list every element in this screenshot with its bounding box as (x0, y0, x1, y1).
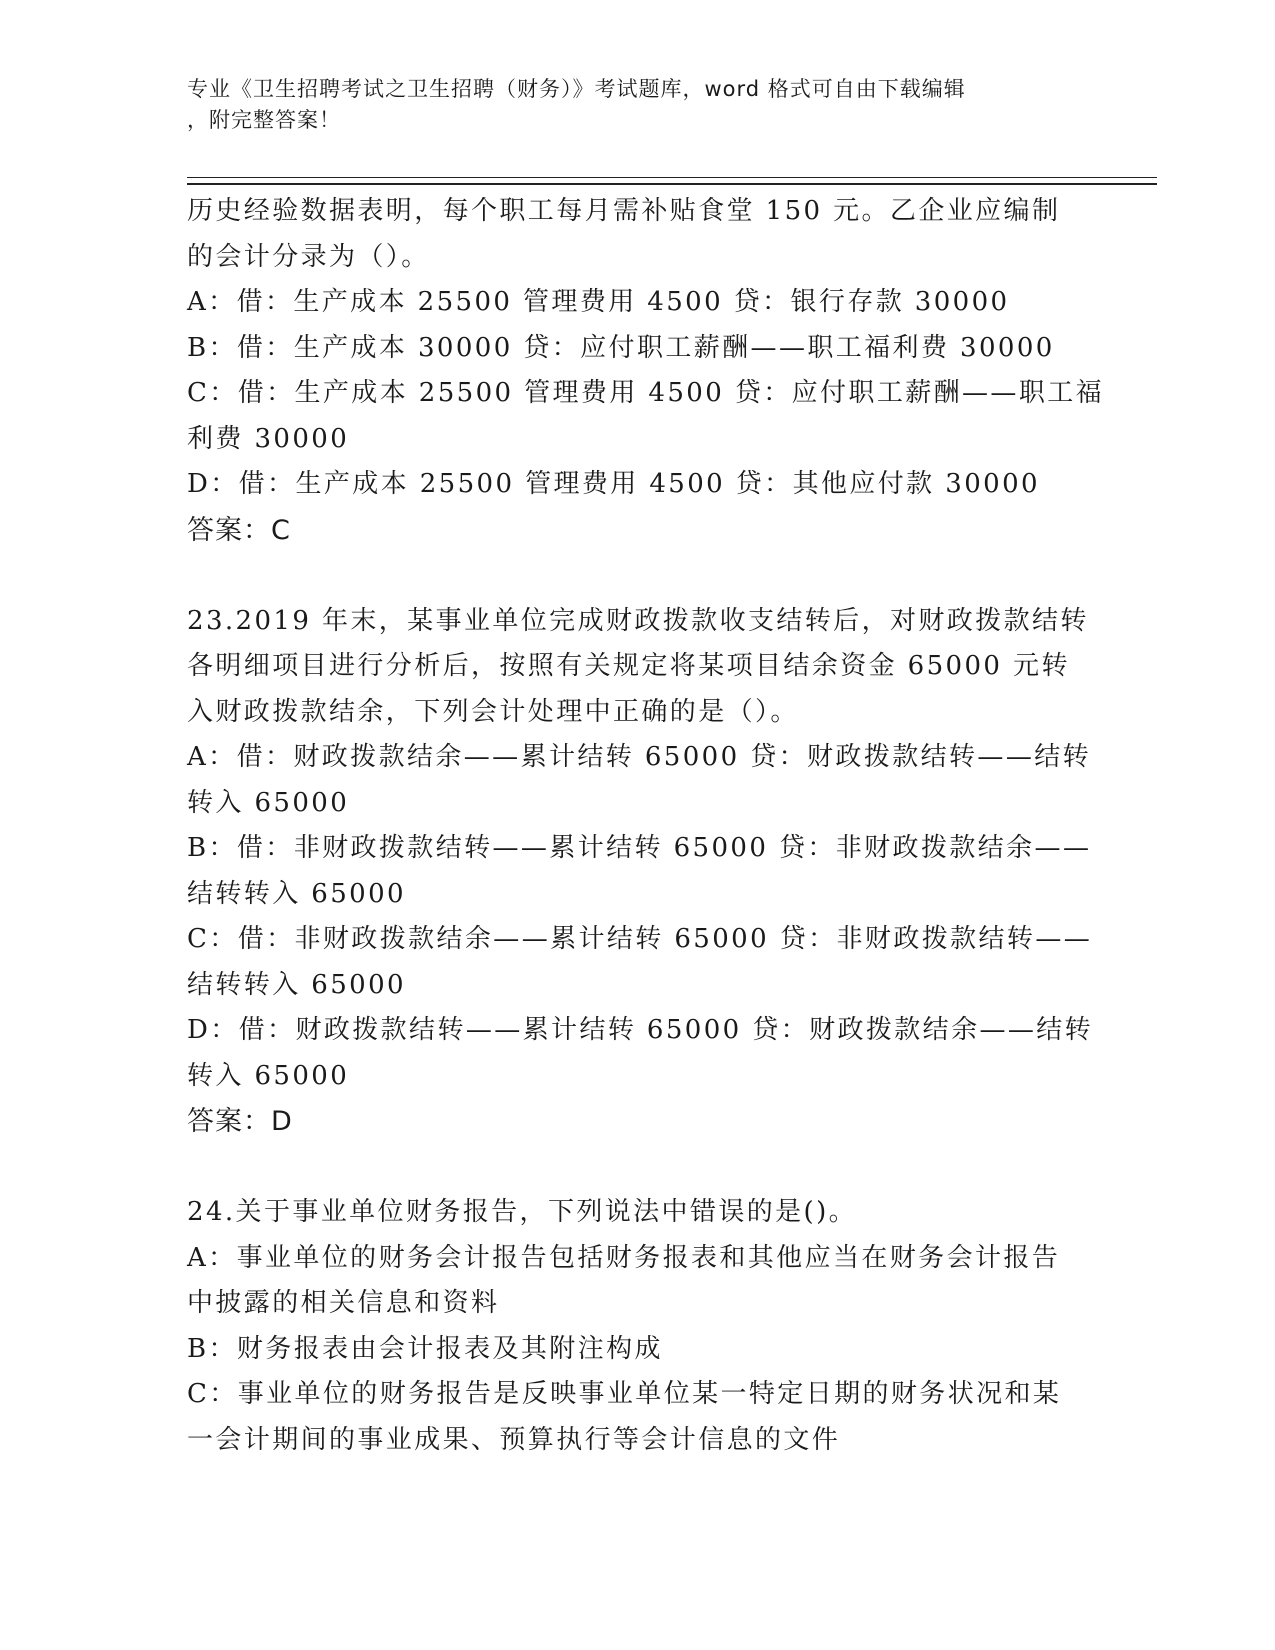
header-line-1: 专业《卫生招聘考试之卫生招聘（财务）》考试题库，word 格式可自由下载编辑 (187, 77, 966, 101)
question-stem: 24.关于事业单位财务报告，下列说法中错误的是()。 (187, 1197, 858, 1227)
option-d-continued: 转入 65000 (187, 1060, 350, 1091)
option-b: B：财务报表由会计报表及其附注构成 (187, 1333, 663, 1364)
spacer (187, 1145, 1087, 1191)
question-stem: 历史经验数据表明，每个职工每月需补贴食堂 150 元。乙企业应编制 (187, 196, 1061, 226)
option-b-continued: 结转转入 65000 (187, 878, 406, 909)
header-divider-thick (187, 183, 1157, 185)
question-22 (187, 189, 1105, 553)
option-a-continued: 中披露的相关信息和资料 (187, 1288, 500, 1318)
option-c-continued: 结转转入 65000 (187, 969, 406, 1000)
answer: 答案：C (187, 514, 291, 546)
header-line-2: ，附完整答案！ (187, 108, 341, 132)
question-24 (187, 1190, 1087, 1463)
option-c-continued: 利费 30000 (187, 423, 350, 454)
option-c: C：借：非财政拨款结余——累计结转 65000 贷：非财政拨款结转—— (187, 924, 1093, 954)
answer: 答案：D (187, 1106, 293, 1137)
option-b: B：借：生产成本 30000 贷：应付职工薪酬——职工福利费 30000 (187, 332, 1055, 363)
document-header (187, 74, 1087, 136)
option-a: A：借：财政拨款结余——累计结转 65000 贷：财政拨款结转——结转 (187, 742, 1092, 772)
question-stem: 23.2019 年末，某事业单位完成财政拨款收支结转后，对财政拨款结转 (187, 605, 1089, 636)
question-stem: 各明细项目进行分析后，按照有关规定将某项目结余资金 65000 元转 (187, 651, 1070, 681)
option-c: C：借：生产成本 25500 管理费用 4500 贷：应付职工薪酬——职工福 (187, 378, 1105, 408)
option-d: D：借：生产成本 25500 管理费用 4500 贷：其他应付款 30000 (187, 469, 1040, 499)
document-body (187, 189, 1105, 1463)
question-stem: 入财政拨款结余，下列会计处理中正确的是（）。 (187, 696, 799, 727)
option-a: A：事业单位的财务会计报告包括财务报表和其他应当在财务会计报告 (187, 1242, 1061, 1273)
question-stem: 的会计分录为（）。 (187, 241, 430, 272)
header-divider-thin (187, 177, 1157, 178)
option-a: A：借：生产成本 25500 管理费用 4500 贷：银行存款 30000 (187, 287, 1010, 317)
option-c-continued: 一会计期间的事业成果、预算执行等会计信息的文件 (187, 1424, 841, 1455)
question-23 (187, 599, 1094, 1145)
option-b: B：借：非财政拨款结转——累计结转 65000 贷：非财政拨款结余—— (187, 833, 1092, 863)
option-c: C：事业单位的财务报告是反映事业单位某一特定日期的财务状况和某 (187, 1379, 1062, 1409)
option-a-continued: 转入 65000 (187, 787, 350, 818)
option-d: D：借：财政拨款结转——累计结转 65000 贷：财政拨款结余——结转 (187, 1015, 1094, 1045)
spacer (187, 553, 1087, 599)
